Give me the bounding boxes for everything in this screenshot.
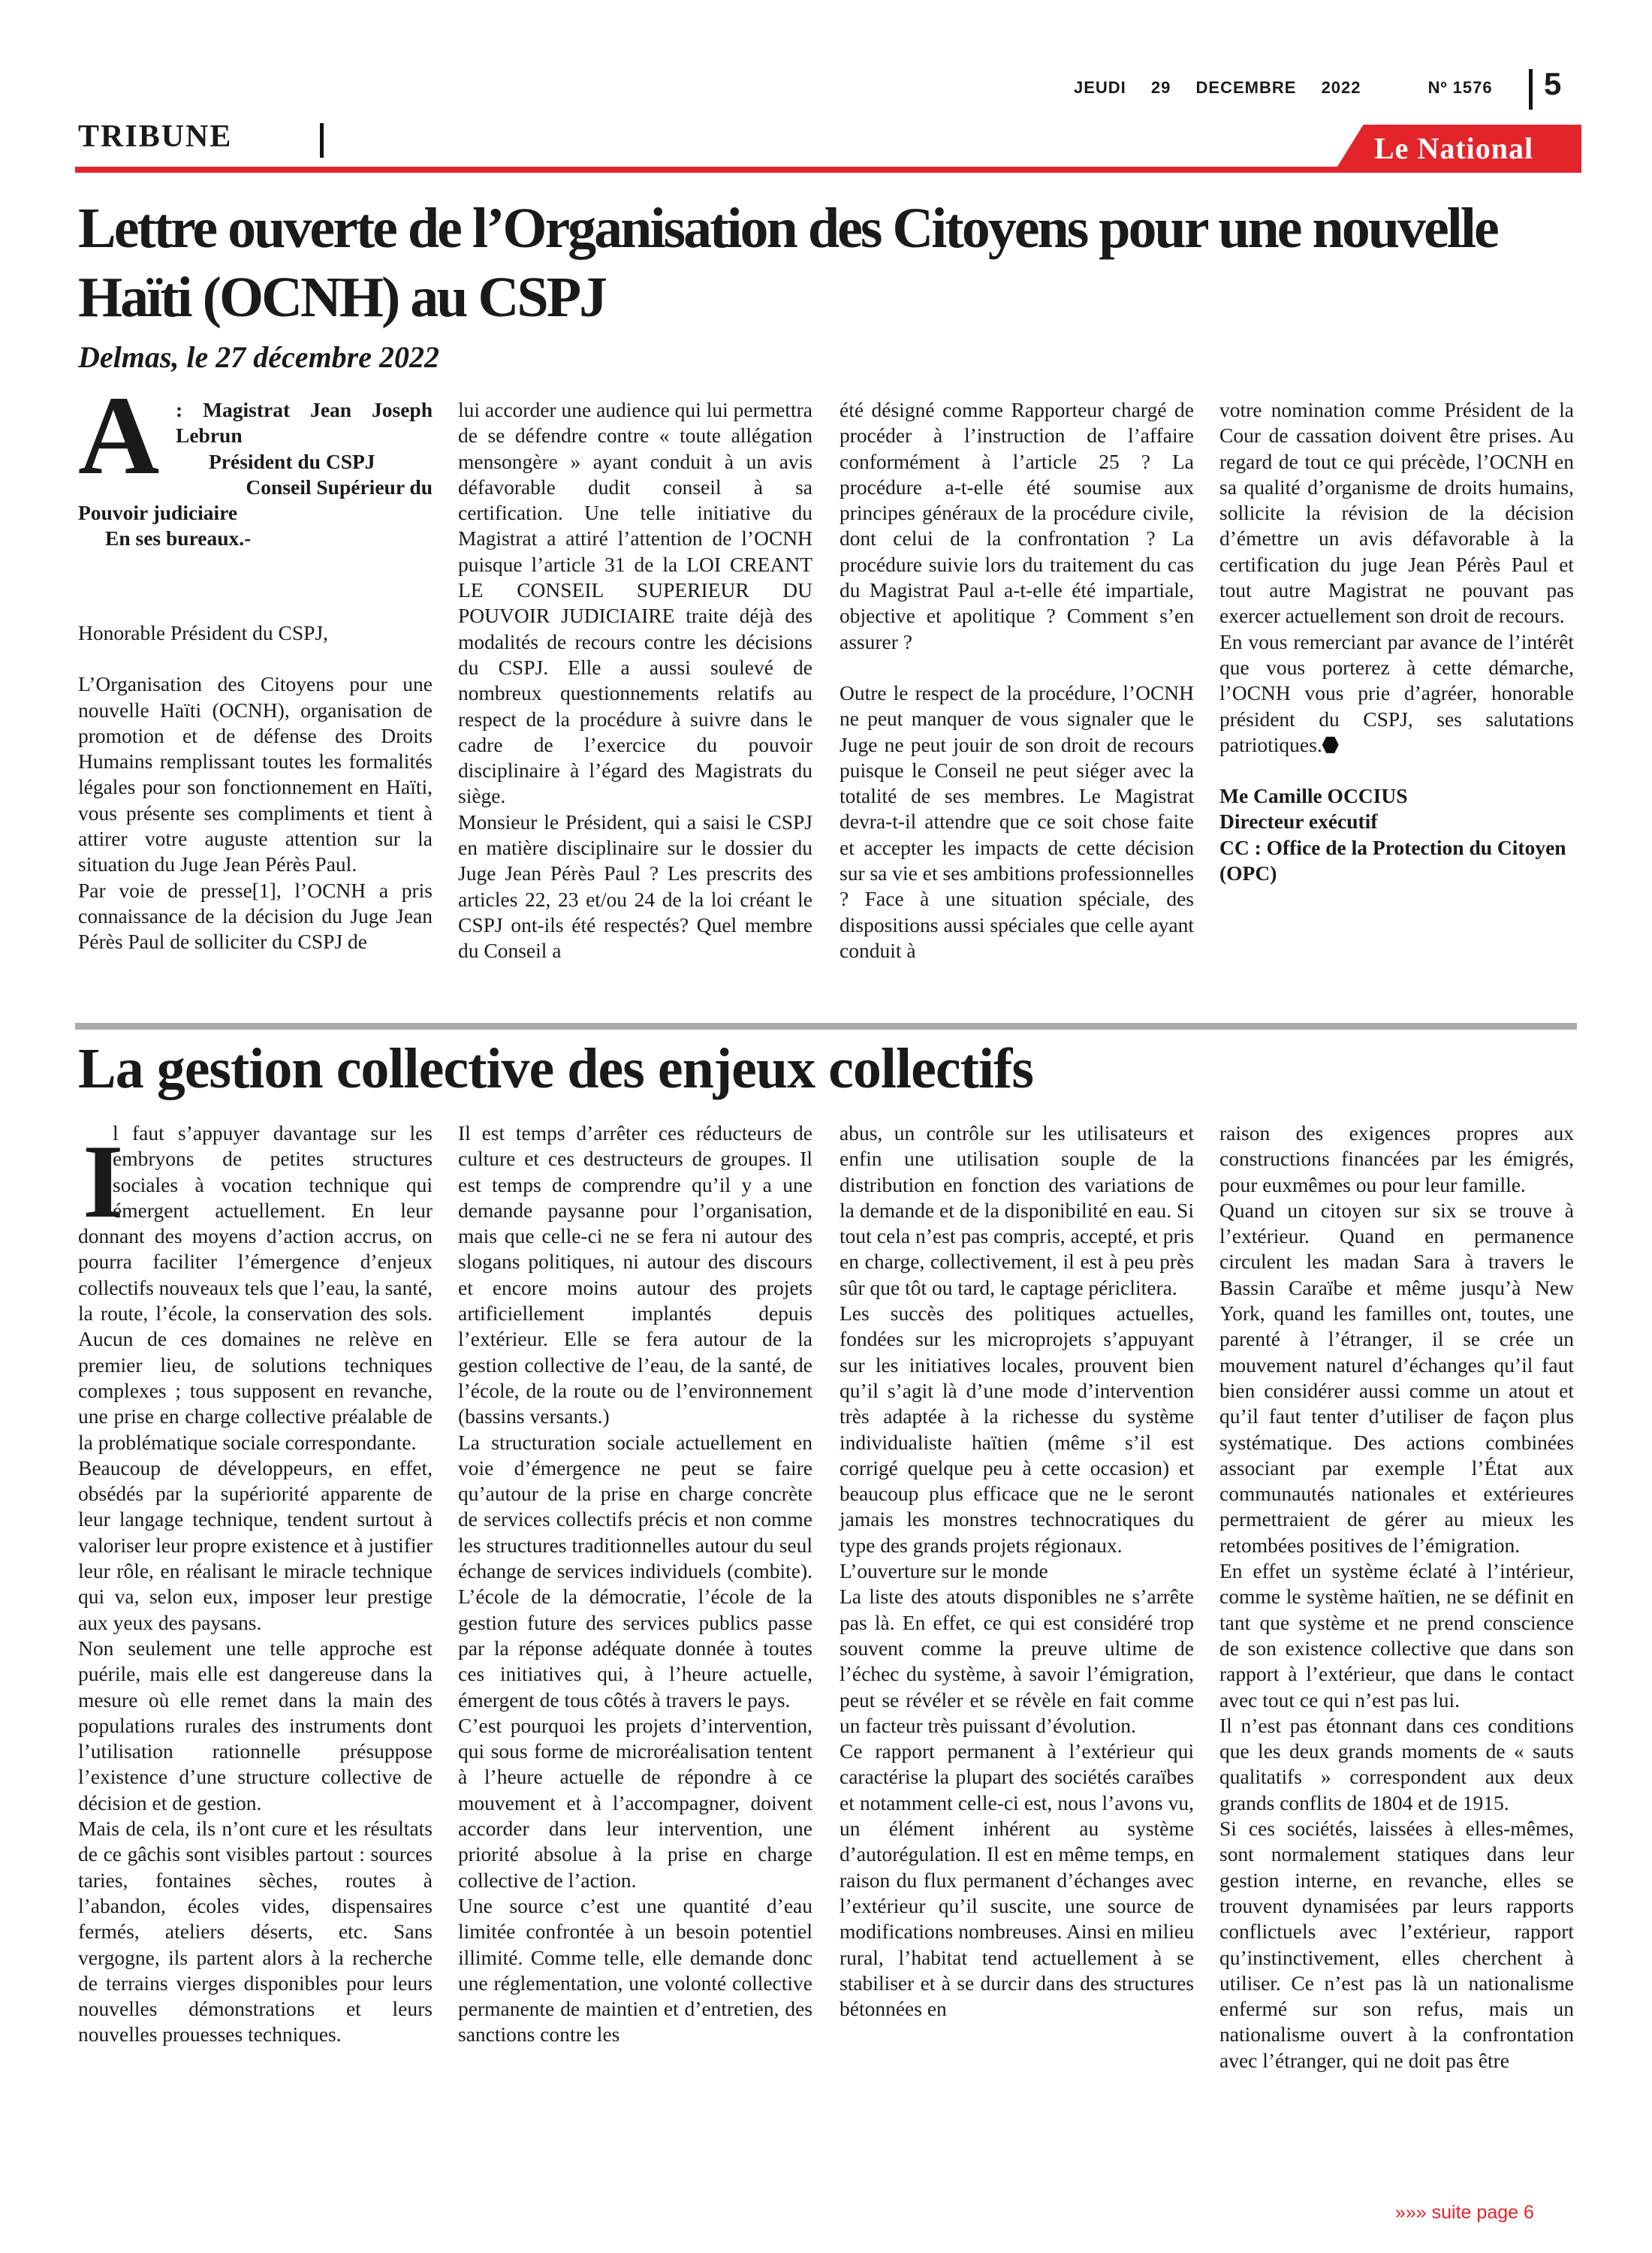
article1-column-4 <box>1219 397 1574 886</box>
paragraph: La structuration sociale actuellement en voie d’émergence ne peut se faire qu’autour de la prise en charge concrète de services collectifs précis et non comme les structures traditionnelles autour du seul échange de services individuels (combite). L’école de la démocratie, l’école de la gestion future des services publics passe par la réponse adéquate donnée à toutes ces initiatives qui, à l’heure actuelle, émergent de tous côtés à travers le pays. <box>458 1430 812 1712</box>
end-mark-icon <box>1322 737 1339 753</box>
paragraph: été désigné comme Rapporteur chargé de procéder à l’instruction de l’affaire conformément à l’article 25 ? La procédure a-t-elle été soumise aux principes généraux de la procédure civile, dont celui de la confrontation ? La procédure suivie lors du traitement du cas du Magistrat Paul a-t-elle été impartiale, objective et apolitique ? Comment s’en assurer ? <box>840 398 1194 653</box>
continued-link[interactable]: »»» suite page 6 <box>1395 2202 1534 2223</box>
paragraph: Beaucoup de développeurs, en effet, obsédés par la supériorité apparente de leur langage technique, tendent surtout à valoriser leur propre existence et à justifier leur rôle, en réalisant le miracle technique qui va, selon eux, imposer leur prestige aux yeux des paysans. <box>78 1455 433 1634</box>
issue-year: 2022 <box>1321 78 1361 97</box>
paragraph: C’est pourquoi les projets d’intervention, qui sous forme de microréalisation tentent à l’heure actuelle de répondre à ce mouvement et à l’accompagner, doivent accorder dans leur intervention, une priorité absolue à la prise en charge collective de l’action. <box>458 1713 812 1892</box>
article-divider <box>75 1023 1577 1030</box>
article2-column-3 <box>840 1120 1194 2022</box>
paragraph: La liste des atouts disponibles ne s’arrête pas là. En effet, ce qui est considéré trop souvent comme la preuve ultime de l’échec du système, à savoir l’émigration, peut se révéler et se révèle en fait comme un facteur très puissant d’évolution. <box>840 1585 1194 1737</box>
article1-column-2 <box>458 397 812 964</box>
article1-dropcap: A <box>78 373 160 498</box>
address-line: Conseil Supérieur du <box>246 475 433 499</box>
section-label: TRIBUNE <box>78 119 233 154</box>
closing-text: En vous remerciant par avance de l’intérêt que vous porterez à cette démarche, l’OCNH vous prie d’agréer, honorable président du CSPJ, ses salutations patriotiques. <box>1219 629 1574 756</box>
page-number-divider <box>1529 69 1533 110</box>
article2-column-2 <box>458 1120 812 2048</box>
paragraph: Quand un citoyen sur six se trouve à l’extérieur. Quand en permanence circulent les madan Sara à travers le Bassin Caraïbe et même jusqu’à New York, quand les familles ont, toutes, une parenté à l’étranger, il se crée un mouvement naturel d’échanges qu’il faut bien considérer aussi comme un atout et qu’il faut tenter d’utiliser de façon plus systématique. Des actions combinées associant par exemple l’État aux communautés nationales et extérieures permettraient de gérer au mieux les retombées positives de l’émigration. <box>1219 1198 1574 1557</box>
paragraph: Mais de cela, ils n’ont cure et les résultats de ce gâchis sont visibles partout : sources taries, fontaines sèches, routes à l’abandon, écoles vides, dispensaires fermés, ateliers déserts, etc. Sans vergogne, ils partent alors à la recherche de terrains vierges disponibles pour leurs nouvelles démonstrations et leurs nouvelles prouesses techniques. <box>78 1817 433 2046</box>
signature-role: Directeur exécutif <box>1219 810 1378 834</box>
paragraph: l faut s’appuyer davantage sur les embryons de petites structures sociales à vocation technique qui émergent actuellement. En leur donnant des moyens d’action accrus, on pourra faciliter l’émergence d’enjeux collectifs nouveaux tels que l’eau, la santé, la route, l’école, la conservation des sols. Aucun de ces domaines ne relève en premier lieu, de solutions techniques complexes ; tous supposent en revanche, une prise en charge collective préalable de la problématique sociale correspondante. <box>78 1121 433 1454</box>
paragraph: L’Organisation des Citoyens pour une nouvelle Haïti (OCNH), organisation de promotion et de défense des Droits Humains remplissant toutes les formalités légales pour son fonctionnement en Haïti, vous présente ses compliments et tient à attirer votre auguste attention sur la situation du Juge Jean Pérès Paul. <box>78 672 433 876</box>
paragraph: votre nomination comme Président de la Cour de cassation doivent être prises. Au regard de tout ce qui précède, l’OCNH en sa qualité d’organisme de droits humains, sollicite la révision de la décision d’émettre un avis défavorable à la certification du juge Jean Pérès Paul et tout autre Magistrat ne pouvant pas exercer actuellement son droit de recours. <box>1219 398 1574 628</box>
article1-dateline: Delmas, le 27 décembre 2022 <box>78 340 439 374</box>
paragraph: Il n’est pas étonnant dans ces conditions que les deux grands moments de « sauts qualitatifs » correspondent aux deux grands conflits de 1804 et de 1915. <box>1219 1713 1574 1814</box>
paragraph: Les succès des politiques actuelles, fondées sur les microprojets s’appuyant sur les initiatives locales, prouvent bien qu’il s’agit là d’une mode d’intervention très adaptée à la richesse du système individualiste haïtien (même s’il est corrigé quelque peu à cette occasion) et beaucoup plus efficace que ne le seront jamais les monstres technocratiques du type des grands projets régionaux. <box>840 1301 1194 1557</box>
paragraph: Si ces sociétés, laissées à elles-mêmes, sont normalement statiques dans leur gestion interne, en revanche, elles se trouvent dynamisées par leurs rapports conflictuels avec l’extérieur, rapport qu’instinctivement, elles cherchent à utiliser. Ce n’est pas là un nationalisme enfermé sur son refus, mais un nationalisme ouvert à la confrontation avec l’étranger, qui ne doit pas être <box>1219 1817 1574 2072</box>
page-number: 5 <box>1544 66 1562 101</box>
paragraph: En effet un système éclaté à l’intérieur, comme le système haïtien, ne se définit en tant que système et ne prend conscience de son existence collective que dans son rapport à l’extérieur, que dans le contact avec tout ce qui n’est pas lui. <box>1219 1559 1574 1712</box>
paragraph <box>1219 629 1574 758</box>
paragraph: Outre le respect de la procédure, l’OCNH ne peut manquer de vous signaler que le Juge ne peut jouir de son droit de recours puisque le Conseil ne peut siéger avec la totalité de ses membres. Le Magistrat devra-t-il attendre que ce soit chose faite et accepter les impacts de cette décision sur sa vie et ses ambitions professionnelles ? Face à une situation spéciale, des dispositions aussi spéciales que celle ayant conduit à <box>840 680 1194 962</box>
paragraph: Monsieur le Président, qui a saisi le CSPJ en matière disciplinaire sur le dossier du Juge Jean Pérès Paul ? Les prescrits des articles 22, 23 et/ou 24 de la loi créant le CSPJ ont-ils été respectés? Quel membre du Conseil a <box>458 810 812 963</box>
paragraph: Une source c’est une quantité d’eau limitée confrontée à un besoin potentiel illimité. Comme telle, elle demande donc une réglementation, une volonté collective permanente de maintien et d’entretien, des sanctions contre les <box>458 1893 812 2046</box>
article2-title: La gestion collective des enjeux collectifs <box>78 1037 1033 1100</box>
signature-cc: CC : Office de la Protection du Citoyen (OPC) <box>1219 835 1566 885</box>
paragraph: Ce rapport permanent à l’extérieur qui caractérise la plupart des sociétés caraïbes et notamment celle-ci est, nous l’avons vu, un élément inhérent au système d’autorégulation. Il est en même temps, en raison du flux permanent d’échanges avec l’extérieur qu’il suscite, une source de modifications nombreuses. Ainsi en milieu rural, l’habitat tend actuellement à se stabiliser et à se durcir dans des structures bétonnées en <box>840 1739 1194 2021</box>
paragraph: raison des exigences propres aux constructions financées par les émigrés, pour euxmêmes ou pour leur famille. <box>1219 1121 1574 1196</box>
paragraph: abus, un contrôle sur les utilisateurs et enfin une utilisation souple de la distribution en fonction des variations de la demande et de la disponibilité en eau. Si tout cela n’est pas compris, accepté, et pris en charge, collectivement, il est à peu près sûr que tôt ou tard, le captage périclitera. <box>840 1121 1194 1299</box>
address-line: En ses bureaux.- <box>105 526 252 550</box>
article1-column-1 <box>78 620 433 955</box>
section-divider <box>320 123 324 158</box>
paragraph: Par voie de presse[1], l’OCNH a pris connaissance de la décision du Juge Jean Pérès Paul de solliciter du CSPJ de <box>78 878 433 954</box>
article1-address <box>176 397 433 500</box>
address-line: Président du CSPJ <box>209 449 375 473</box>
paragraph: Il est temps d’arrêter ces réducteurs de culture et ces destructeurs de groupes. Il est temps de comprendre qu’il y a une demande paysanne pour l’organisation, mais que celle-ci ne se fera ni autour des slogans politiques, ni autour des discours et encore moins autour des projets artificiellement implantés depuis l’extérieur. Elle se fera autour de la gestion collective de l’eau, de la santé, de l’école, de la route ou de l’environnement (bassins versants.) <box>458 1121 812 1428</box>
issue-day: JEUDI <box>1074 78 1126 97</box>
address-line: Lebrun <box>176 424 243 448</box>
dropcap-spacer <box>78 1120 113 1223</box>
signature-name: Me Camille OCCIUS <box>1219 784 1408 808</box>
issue-month: DECEMBRE <box>1195 78 1297 97</box>
brand-name: Le National <box>1374 131 1534 165</box>
issue-date-num: 29 <box>1150 78 1171 97</box>
salutation: Honorable Président du CSPJ, <box>78 621 329 644</box>
address-line: : Magistrat Jean Joseph <box>176 398 433 421</box>
article1-address-cont <box>78 500 433 552</box>
article1-column-3 <box>840 397 1194 964</box>
article1-title: Lettre ouverte de l’Organisation des Citoyens pour une nouvelle Haïti (OCNH) au CSPJ <box>78 197 1497 329</box>
issue-info <box>1074 78 1512 98</box>
article2-column-4 <box>1219 1120 1574 2074</box>
article2-dropcap: I <box>83 1123 124 1240</box>
paragraph: lui accorder une audience qui lui permettra de se défendre contre « toute allégation mensongère » ayant conduit à un avis défavorable dudit conseil à sa certification. Une telle initiative du Magistrat a attiré l’attention de l’OCNH puisque l’article 31 de la LOI CREANT LE CONSEIL SUPERIEUR DU POUVOIR JUDICIAIRE traite déjà des modalités de recours contre les décisions du CSPJ. Elle a aussi soulevé de nombreux questionnements relatifs au respect de la procédure à suivre dans le cadre de l’exercice du pouvoir disciplinaire à l’égard des Magistrats du siège. <box>458 398 812 808</box>
issue-number: Nº 1576 <box>1427 78 1493 97</box>
address-line: Pouvoir judiciaire <box>78 501 238 524</box>
article2-column-1 <box>78 1120 433 2048</box>
paragraph: Non seulement une telle approche est puérile, mais elle est dangereuse dans la mesure où elle remet dans la main des populations rurales des instruments dont l’utilisation rationnelle présuppose l’existence d’une structure collective de décision et de gestion. <box>78 1636 433 1814</box>
subheading: L’ouverture sur le monde <box>840 1559 1048 1583</box>
